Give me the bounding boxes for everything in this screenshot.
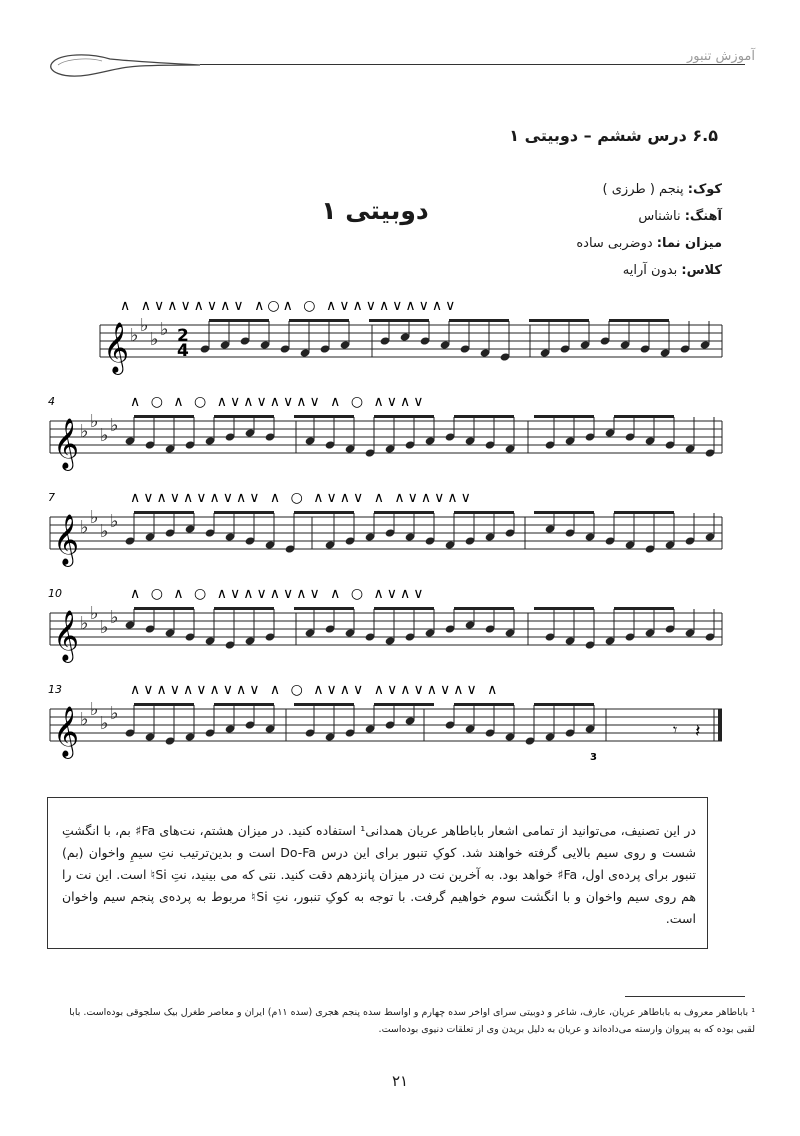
note-beam — [214, 415, 274, 418]
note-beam — [294, 607, 354, 610]
stroke-marks: ∧ ○ ∧ ○ ∧∨∧∨∧∨∧∨ ∧ ○ ∧∨∧∨ — [130, 586, 427, 602]
note-beam — [369, 319, 429, 322]
header-ornament — [40, 45, 210, 85]
metadata-key: کلاس: — [681, 263, 722, 278]
treble-clef: 𝄞 — [53, 418, 80, 469]
header-title: آموزش تنبور — [686, 49, 755, 64]
note-beam — [294, 703, 354, 706]
svg-text:♭: ♭ — [140, 315, 149, 336]
measure-number: 4 — [48, 395, 55, 408]
svg-text:♭: ♭ — [130, 325, 139, 346]
song-title: دوبیتی ۱ — [321, 196, 429, 225]
note-beam — [289, 319, 349, 322]
staff-2 — [48, 394, 722, 471]
stroke-marks: ∧ ○ ∧ ○ ∧∨∧∨∧∨∧∨ ∧ ○ ∧∨∧∨ — [130, 394, 427, 410]
treble-clef: 𝄞 — [103, 322, 130, 373]
note-beam — [214, 703, 274, 706]
svg-text:♭: ♭ — [110, 511, 119, 532]
note-beam — [214, 607, 274, 610]
header-rule — [200, 64, 745, 65]
svg-text:♭: ♭ — [100, 521, 109, 542]
note-beam — [374, 703, 434, 706]
svg-text:♭: ♭ — [110, 415, 119, 436]
svg-text:♭: ♭ — [90, 507, 99, 528]
svg-text:♭: ♭ — [110, 703, 119, 724]
measure-number: 7 — [48, 491, 55, 504]
svg-text:♭: ♭ — [100, 713, 109, 734]
svg-text:♭: ♭ — [100, 425, 109, 446]
note-beam — [134, 415, 194, 418]
svg-text:♭: ♭ — [90, 603, 99, 624]
metadata-value: پنجم ( طرزی ) — [602, 182, 688, 197]
song-metadata — [502, 176, 722, 284]
stroke-marks: ∧ ∧∨∧∨∧∨∧∨ ∧○∧ ○ ∧∨∧∨∧∨∧∨∧∨ — [120, 298, 459, 314]
treble-clef: 𝄞 — [53, 610, 80, 661]
eighth-rest: 𝄾 — [673, 720, 678, 739]
metadata-value: دوضربی ساده — [576, 236, 657, 251]
svg-text:♭: ♭ — [90, 411, 99, 432]
staff-4 — [48, 586, 722, 663]
measure-number: 13 — [48, 683, 62, 696]
quarter-rest: 𝄽 — [695, 721, 701, 742]
note-beam — [454, 607, 514, 610]
note-beam — [534, 607, 594, 610]
note-beam — [134, 703, 194, 706]
key-signature — [80, 699, 119, 734]
note-beam — [294, 511, 354, 514]
footnote: ¹ باباطاهر معروف به باباطاهر عریان، عارف، شاعر و دوبیتی سرای اواخر سده چهارم و اواسط سده پنجم هجری (سده ۱۱م) ایران و معاصر طغرل بیک سلجوقی بوده‌است. بابا لقبی بوده که به پیروان وارسته می‌داده‌اند و عریان به دلیل بریدن وی از تعلقات دنیوی بوده‌است. — [69, 1007, 755, 1035]
note-beam — [374, 607, 434, 610]
note-beam — [454, 703, 514, 706]
page-number: ۲۱ — [391, 1072, 409, 1090]
note-beam — [294, 415, 354, 418]
svg-text:♭: ♭ — [160, 319, 169, 340]
final-barline — [718, 709, 722, 741]
metadata-value: ناشناس — [638, 209, 685, 224]
note-beam — [454, 415, 514, 418]
note-beam — [134, 511, 194, 514]
stroke-marks: ∧∨∧∨∧∨∧∨∧∨ ∧ ○ ∧∨∧∨ ∧ ∧∨∧∨∧∨ — [130, 490, 474, 506]
metadata-row — [502, 203, 722, 230]
key-signature — [80, 603, 119, 638]
note-beam — [214, 511, 274, 514]
note-beam — [614, 415, 674, 418]
svg-text:♭: ♭ — [80, 613, 89, 634]
metadata-row — [502, 230, 722, 257]
time-signature-bottom: 4 — [177, 341, 189, 361]
svg-text:♭: ♭ — [80, 421, 89, 442]
measure-number: 10 — [48, 587, 62, 600]
metadata-row — [502, 257, 722, 284]
note-beam — [614, 607, 674, 610]
stroke-marks: ∧∨∧∨∧∨∧∨∧∨ ∧ ○ ∧∨∧∨ ∧∨∧∨∧∨∧∨ ∧ — [130, 682, 501, 698]
staff-5 — [48, 682, 722, 763]
svg-text:♭: ♭ — [80, 517, 89, 538]
note-beam — [529, 319, 589, 322]
svg-text:♭: ♭ — [100, 617, 109, 638]
section-heading: ۶.۵ درس ششم – دوبیتی ۱ — [509, 126, 718, 145]
note-beam — [534, 703, 594, 706]
svg-text:♭: ♭ — [90, 699, 99, 720]
metadata-key: کوک: — [687, 182, 722, 197]
note-beam — [134, 607, 194, 610]
svg-text:♭: ♭ — [80, 709, 89, 730]
note-beam — [209, 319, 269, 322]
key-signature — [80, 411, 119, 446]
metadata-value: بدون آرایه — [622, 263, 682, 278]
fingering-mark: 3 — [590, 752, 597, 763]
note-beam — [534, 511, 594, 514]
time-signature-top: 2 — [177, 326, 189, 346]
treble-clef: 𝄞 — [53, 706, 80, 757]
note-beam — [614, 511, 674, 514]
svg-text:♭: ♭ — [150, 329, 159, 350]
note-beam — [449, 319, 509, 322]
staff-1 — [100, 298, 722, 375]
note-beam — [374, 511, 434, 514]
explanation-text: در این تصنیف، می‌توانید از تمامی اشعار باباطاهر عریان همدانی¹ استفاده کنید. در میزان هشتم، نت‌های Fa♯ بم، با انگشتِ شست و روی سیم بالایی گرفته خواهند شد. کوکِ تنبور برای این درس Do-Fa است و بدین‌ترتیب نتِ سیمِ واخوان (بم) تنبور برای پرده‌ی اول، Fa♯ خواهد بود. به آخرین نت در میزان پانزدهم دقت کنید. نتی که می بینید، نتِ Si♮ است. این نت را هم روی سیم واخوان و با انگشت سوم خواهیم گرفت. با توجه به کوکِ تنبور، نتِ Si♮ مربوط به پرده‌ی پنجم سیم واخوان است. — [62, 823, 696, 926]
note-beam — [374, 415, 434, 418]
note-beam — [534, 415, 594, 418]
staff-3 — [48, 490, 722, 567]
footnote-rule — [625, 996, 745, 997]
treble-clef: 𝄞 — [53, 514, 80, 565]
key-signature — [80, 507, 119, 542]
music-score — [0, 285, 800, 775]
note-beam — [609, 319, 669, 322]
metadata-row — [502, 176, 722, 203]
metadata-key: آهنگ: — [684, 209, 722, 224]
svg-text:♭: ♭ — [110, 607, 119, 628]
key-signature — [130, 315, 169, 350]
metadata-key: میزان نما: — [656, 236, 722, 251]
note-beam — [454, 511, 514, 514]
